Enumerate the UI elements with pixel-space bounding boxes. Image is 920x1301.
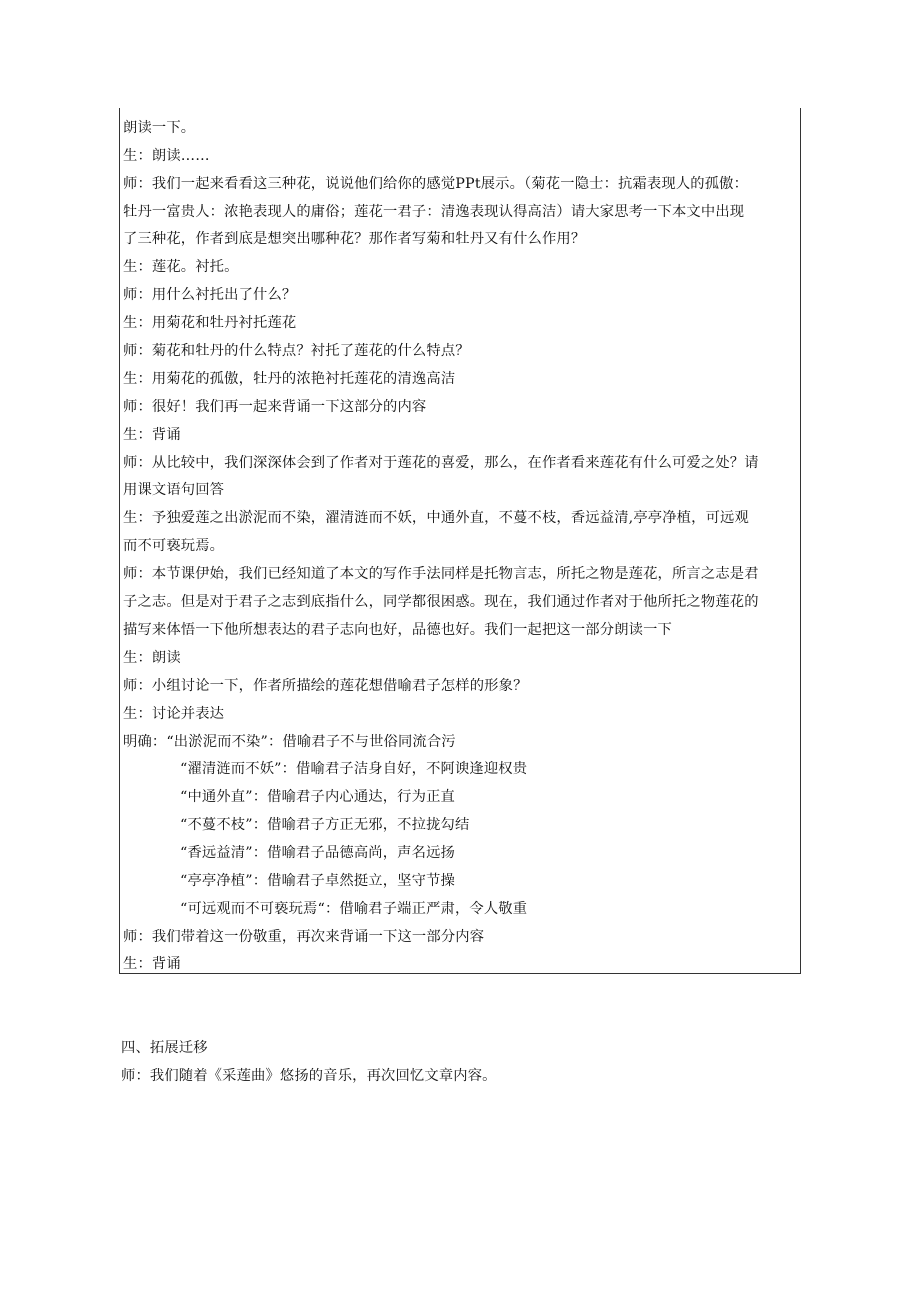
text-line: 生：朗读 [123, 650, 181, 666]
text-line: 子之志。但是对于君子之志到底指什么，同学都很困惑。现在，我们通过作者对于他所托之物莲花的 [123, 594, 759, 610]
text-line: 师：本节课伊始，我们已经知道了本文的写作手法同样是托物言志，所托之物是莲花，所言之志是君 [123, 566, 759, 582]
text-line: 生：莲花。衬托。 [123, 259, 239, 275]
text-line: 生：背诵 [123, 956, 181, 972]
text-line: 师：很好！我们再一起来背诵一下这部分的内容 [123, 399, 427, 415]
text-line: 用课文语句回答 [123, 482, 225, 498]
text-line: 师：我们带着这一份敬重，再次来背诵一下这一部分内容 [123, 929, 485, 945]
text-line: 了三种花，作者到底是想突出哪种花？那作者写菊和牡丹又有什么作用？ [123, 231, 586, 247]
lesson-table-cell [119, 108, 801, 974]
text-line: “中通外直”：借喻君子内心通达，行为正直 [180, 789, 455, 805]
section-paragraph: 师：我们随着《采莲曲》悠扬的音乐，再次回忆文章内容。 [121, 1068, 497, 1084]
text-line: 生：背诵 [123, 427, 181, 443]
text-line: 生：用菊花的孤傲，牡丹的浓艳衬托莲花的清逸高洁 [123, 371, 456, 387]
section-heading: 四、拓展迁移 [121, 1040, 208, 1056]
text-line: 生：讨论并表达 [123, 706, 225, 722]
text-line: “濯清涟而不妖”：借喻君子洁身自好，不阿谀逢迎权贵 [180, 761, 528, 777]
text-line: 师：小组讨论一下，作者所描绘的莲花想借喻君子怎样的形象？ [123, 678, 528, 694]
text-line: 师：用什么衬托出了什么？ [123, 287, 297, 303]
text-line: 而不可亵玩焉。 [123, 538, 225, 554]
text-line: 明确：“出淤泥而不染”：借喻君子不与世俗同流合污 [123, 734, 456, 750]
text-line: “亭亭净植”：借喻君子卓然挺立，坚守节操 [180, 873, 455, 889]
text-line: 描写来体悟一下他所想表达的君子志向也好，品德也好。我们一起把这一部分朗读一下 [123, 622, 672, 638]
text-line: 师：我们一起来看看这三种花，说说他们给你的感觉PPt展示。（菊花一隐士：抗霜表现人的孤傲： [123, 176, 749, 192]
text-line: “不蔓不枝”：借喻君子方正无邪，不拉拢勾结 [180, 817, 470, 833]
text-line: 朗读一下。 [123, 120, 196, 136]
text-line: 生：予独爱莲之出淤泥而不染，濯清涟而不妖，中通外直，不蔓不枝，香远益清,亭亭净植，可远观 [123, 510, 749, 526]
text-line: “香远益清”：借喻君子品德高尚，声名远扬 [180, 845, 455, 861]
text-line: 生：用菊花和牡丹衬托莲花 [123, 315, 297, 331]
text-line: 牡丹一富贵人：浓艳表现人的庸俗；莲花一君子：清逸表现认得高洁）请大家思考一下本文中出现 [123, 204, 745, 220]
text-line: 师：从比较中，我们深深体会到了作者对于莲花的喜爱，那么，在作者看来莲花有什么可爱之处？请 [123, 455, 759, 471]
text-line: 师：菊花和牡丹的什么特点？衬托了莲花的什么特点？ [123, 343, 470, 359]
text-line: “可远观而不可亵玩焉“：借喻君子端正严肃，令人敬重 [180, 901, 528, 917]
text-line: 生：朗读…… [123, 148, 210, 164]
